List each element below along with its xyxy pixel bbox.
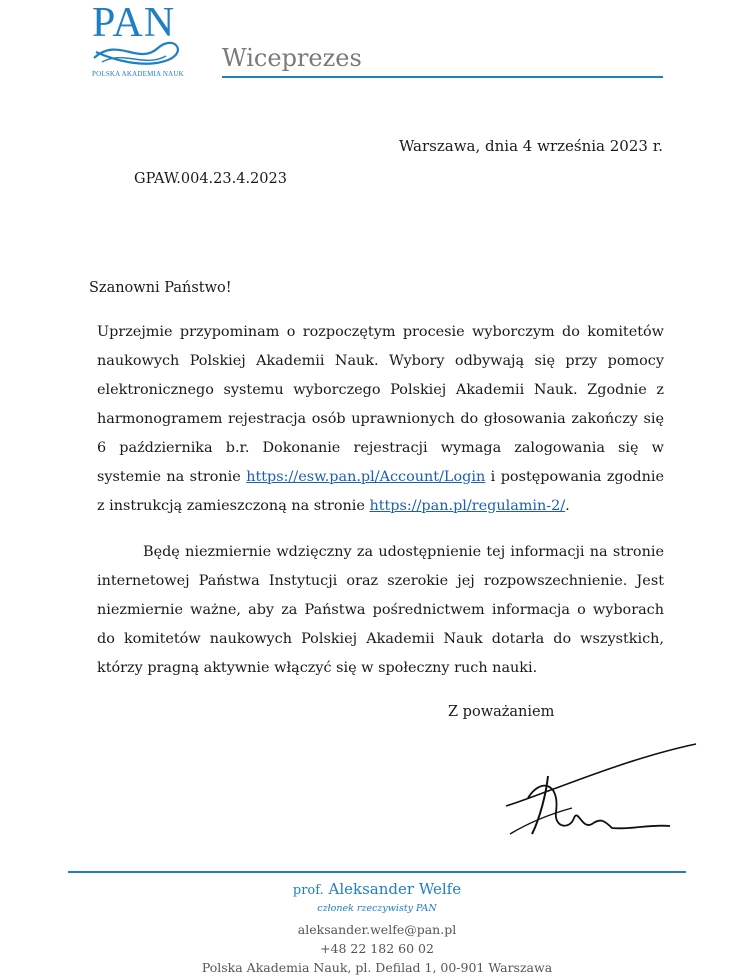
logo-text: PAN <box>92 0 176 46</box>
paragraph-1-text-b: i postępowania zgodnie z instrukcją zamieszczoną na stronie <box>97 469 664 514</box>
paragraph-2: Będę niezmiernie wdzięczny za udostępnienie tej informacji na stronie internetowej Państwa Instytucji oraz szerokie jej rozpowszechnienie. Jest niezmiernie ważne, aby za Państwa pośrednictwem informacja o wyborach do komitetów naukowych Polskiej Akademii Nauk dotarła do wszystkich, którzy pragną aktywnie włączyć się w społeczny ruch nauki. <box>97 544 664 676</box>
paragraph-1-text-a: Uprzejmie przypominam o rozpoczętym procesie wyborczym do komitetów naukowych Polskiej Akademii Nauk. Wybory odbywają się przy pomocy elektronicznego systemu wyborczego Polskiej Akademii Nauk. Zgodnie z harmonogramem rejestracja osób uprawnionych do głosowania zakończy się 6 października b.r. Dokonanie rejestracji wymaga zalogowania się w systemie na stronie <box>97 324 664 485</box>
institution-address: Polska Akademia Nauk, pl. Defilad 1, 00-901 Warszawa <box>201 960 553 975</box>
header-title: Wiceprezes <box>222 44 362 72</box>
footer-divider <box>68 871 686 873</box>
signatory-title: prof. <box>292 883 324 898</box>
header-divider <box>222 76 663 78</box>
infinity-swirl-icon <box>88 32 188 70</box>
signature-image <box>500 738 700 843</box>
regulations-link[interactable]: https://pan.pl/regulamin-2/ <box>369 498 566 514</box>
salutation: Szanowni Państwo! <box>89 280 232 296</box>
place-date: Warszawa, dnia 4 września 2023 r. <box>398 137 663 155</box>
paragraph-1-text-c: . <box>565 498 570 514</box>
signatory-fullname: Aleksander Welfe <box>328 880 462 898</box>
paragraph-1 <box>97 318 664 521</box>
pan-logo <box>88 2 193 82</box>
reference-number: GPAW.004.23.4.2023 <box>134 171 287 187</box>
signatory-role: członek rzeczywisty PAN <box>317 903 437 914</box>
signatory-name <box>68 880 686 898</box>
signatory-phone: +48 22 182 60 02 <box>320 941 434 956</box>
logo-subtitle: POLSKA AKADEMIA NAUK <box>92 70 184 78</box>
login-link[interactable]: https://esw.pan.pl/Account/Login <box>246 469 486 485</box>
signatory-email: aleksander.welfe@pan.pl <box>297 922 457 937</box>
closing-phrase: Z poważaniem <box>448 704 555 720</box>
